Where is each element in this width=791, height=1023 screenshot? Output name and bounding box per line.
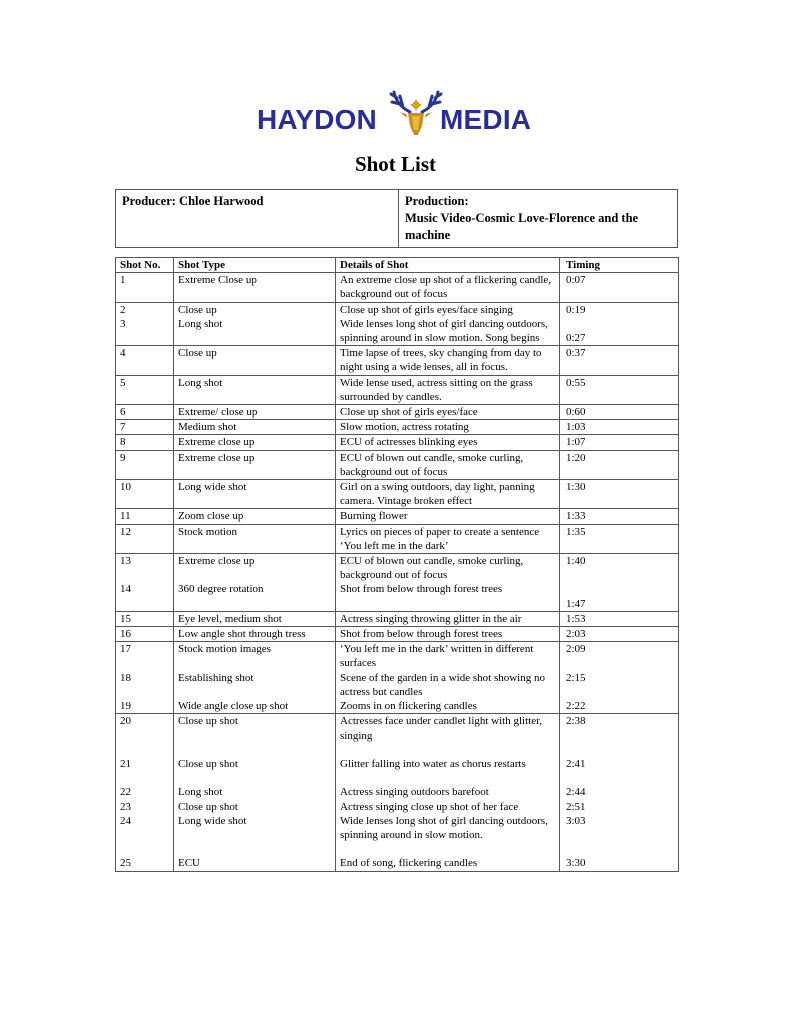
shot-type-cell: Stock motion (174, 524, 336, 553)
timing-cell: 3:03 (560, 814, 679, 857)
shot-number-cell: 15 (116, 611, 174, 626)
timing-cell: 0:55 (560, 375, 679, 404)
timing-cell: 2:03 (560, 627, 679, 642)
table-row (116, 435, 679, 450)
production-info-table (115, 189, 678, 248)
production-cell (399, 190, 678, 248)
shot-number-cell: 10 (116, 480, 174, 509)
shot-details-cell: Time lapse of trees, sky changing from day to night using a wide lenses, all in focus. (336, 346, 560, 375)
shot-details-cell: End of song, flickering candles (336, 856, 560, 871)
timing-cell: 1:33 (560, 509, 679, 524)
table-row (116, 524, 679, 553)
table-row (116, 785, 679, 799)
haydon-media-logo (255, 86, 540, 138)
logo-word-right: MEDIA (440, 104, 532, 135)
table-row (116, 582, 679, 611)
shot-type-cell: Long wide shot (174, 480, 336, 509)
shot-number-cell: 14 (116, 582, 174, 611)
shot-number-cell: 2 (116, 302, 174, 317)
shot-number-cell: 6 (116, 405, 174, 420)
shot-number-cell: 12 (116, 524, 174, 553)
table-row (116, 509, 679, 524)
shot-details-cell: Close up shot of girls eyes/face (336, 405, 560, 420)
table-row (116, 642, 679, 671)
shot-details-cell: Wide lenses long shot of girl dancing outdoors, spinning around in slow motion. Song begins (336, 317, 560, 346)
shot-details-cell: Wide lenses long shot of girl dancing outdoors, spinning around in slow motion. (336, 814, 560, 857)
shot-number-cell: 25 (116, 856, 174, 871)
table-row (116, 856, 679, 871)
shot-details-cell: Girl on a swing outdoors, day light, panning camera. Vintage broken effect (336, 480, 560, 509)
table-row (116, 273, 679, 302)
timing-cell: 2:51 (560, 800, 679, 814)
shot-details-cell: Shot from below through forest trees (336, 582, 560, 611)
timing-cell: 1:30 (560, 480, 679, 509)
table-row (116, 627, 679, 642)
shot-number-cell: 1 (116, 273, 174, 302)
table-row (116, 714, 679, 757)
shot-details-cell: Shot from below through forest trees (336, 627, 560, 642)
timing-cell: 1:35 (560, 524, 679, 553)
shot-type-cell: Establishing shot (174, 671, 336, 699)
timing-cell: 2:09 (560, 642, 679, 671)
table-row (116, 375, 679, 404)
shot-type-cell: Extreme close up (174, 450, 336, 479)
shot-type-cell: Zoom close up (174, 509, 336, 524)
production-label: Production: (405, 194, 469, 208)
table-row (116, 814, 679, 857)
shot-type-cell: Long shot (174, 317, 336, 346)
shot-type-cell: ECU (174, 856, 336, 871)
shot-type-cell: Low angle shot through tress (174, 627, 336, 642)
shot-details-cell: ECU of blown out candle, smoke curling, background out of focus (336, 554, 560, 583)
logo-word-left: HAYDON (257, 104, 377, 135)
timing-cell: 1:53 (560, 611, 679, 626)
shot-number-cell: 13 (116, 554, 174, 583)
shot-number-cell: 8 (116, 435, 174, 450)
table-row (116, 450, 679, 479)
shot-details-cell: Actress singing close up shot of her face (336, 800, 560, 814)
timing-cell: 2:44 (560, 785, 679, 799)
timing-cell: 0:60 (560, 405, 679, 420)
shot-number-cell: 3 (116, 317, 174, 346)
shot-number-cell: 7 (116, 420, 174, 435)
shot-details-cell: ‘You left me in the dark’ written in different surfaces (336, 642, 560, 671)
header-shot-no: Shot No. (116, 258, 174, 273)
table-row (116, 671, 679, 699)
shot-type-cell: Extreme/ close up (174, 405, 336, 420)
shot-type-cell: Stock motion images (174, 642, 336, 671)
shot-number-cell: 5 (116, 375, 174, 404)
timing-cell: 0:37 (560, 346, 679, 375)
timing-cell: 1:20 (560, 450, 679, 479)
shot-details-cell: Actress singing outdoors barefoot (336, 785, 560, 799)
production-value: Music Video-Cosmic Love-Florence and the machine (405, 211, 639, 242)
shot-details-cell: ECU of blown out candle, smoke curling, background out of focus (336, 450, 560, 479)
shot-details-cell: An extreme close up shot of a flickering candle, background out of focus (336, 273, 560, 302)
timing-cell: 1:03 (560, 420, 679, 435)
shot-number-cell: 22 (116, 785, 174, 799)
stag-head-icon (388, 86, 444, 138)
timing-cell: 1:07 (560, 435, 679, 450)
timing-cell: 3:30 (560, 856, 679, 871)
header-details: Details of Shot (336, 258, 560, 273)
shot-details-cell: Scene of the garden in a wide shot showing no actress but candles (336, 671, 560, 699)
table-row (116, 611, 679, 626)
shot-number-cell: 4 (116, 346, 174, 375)
shot-type-cell: Extreme close up (174, 435, 336, 450)
shot-type-cell: Close up (174, 302, 336, 317)
shot-details-cell: Slow motion, actress rotating (336, 420, 560, 435)
shot-details-cell: ECU of actresses blinking eyes (336, 435, 560, 450)
page-title: Shot List (354, 152, 437, 176)
producer-cell (116, 190, 399, 248)
shot-details-cell: Close up shot of girls eyes/face singing (336, 302, 560, 317)
shot-details-cell: Lyrics on pieces of paper to create a sentence ‘You left me in the dark’ (336, 524, 560, 553)
timing-cell: 2:38 (560, 714, 679, 757)
shot-type-cell: Wide angle close up shot (174, 699, 336, 714)
shot-type-cell: Extreme close up (174, 554, 336, 583)
shot-number-cell: 23 (116, 800, 174, 814)
table-row (116, 420, 679, 435)
timing-cell: 1:40 (560, 554, 679, 583)
shot-type-cell: Extreme Close up (174, 273, 336, 302)
shot-type-cell: Long wide shot (174, 814, 336, 857)
shot-type-cell: Medium shot (174, 420, 336, 435)
shot-details-cell: Glitter falling into water as chorus restarts (336, 757, 560, 785)
timing-cell: 0:07 (560, 273, 679, 302)
header-shot-type: Shot Type (174, 258, 336, 273)
shot-type-cell: Close up shot (174, 757, 336, 785)
shot-type-cell: Close up (174, 346, 336, 375)
shot-number-cell: 17 (116, 642, 174, 671)
timing-cell: 0:27 (560, 317, 679, 346)
timing-cell: 2:41 (560, 757, 679, 785)
table-row (116, 699, 679, 714)
shot-details-cell: Actress singing throwing glitter in the air (336, 611, 560, 626)
shot-details-cell: Actresses face under candlet light with glitter, singing (336, 714, 560, 757)
table-row (116, 302, 679, 317)
table-row (116, 757, 679, 785)
shot-details-cell: Zooms in on flickering candles (336, 699, 560, 714)
table-row (116, 405, 679, 420)
shot-number-cell: 19 (116, 699, 174, 714)
timing-cell: 2:22 (560, 699, 679, 714)
shot-details-cell: Wide lense used, actress sitting on the grass surrounded by candles. (336, 375, 560, 404)
timing-cell: 2:15 (560, 671, 679, 699)
shot-type-cell: Close up shot (174, 800, 336, 814)
header-timing: Timing (560, 258, 679, 273)
table-header-row (116, 258, 679, 273)
shot-number-cell: 21 (116, 757, 174, 785)
shot-number-cell: 24 (116, 814, 174, 857)
table-row (116, 346, 679, 375)
shot-type-cell: Eye level, medium shot (174, 611, 336, 626)
table-row (116, 317, 679, 346)
shot-list-table (115, 257, 679, 872)
shot-number-cell: 16 (116, 627, 174, 642)
shot-details-cell: Burning flower (336, 509, 560, 524)
timing-cell: 1:47 (560, 582, 679, 611)
shot-number-cell: 11 (116, 509, 174, 524)
shot-number-cell: 20 (116, 714, 174, 757)
producer-text: Producer: Chloe Harwood (122, 194, 264, 208)
table-row (116, 800, 679, 814)
table-row (116, 480, 679, 509)
shot-number-cell: 18 (116, 671, 174, 699)
shot-type-cell: Long shot (174, 785, 336, 799)
table-row (116, 554, 679, 583)
timing-cell: 0:19 (560, 302, 679, 317)
shot-type-cell: 360 degree rotation (174, 582, 336, 611)
shot-type-cell: Long shot (174, 375, 336, 404)
shot-number-cell: 9 (116, 450, 174, 479)
shot-type-cell: Close up shot (174, 714, 336, 757)
